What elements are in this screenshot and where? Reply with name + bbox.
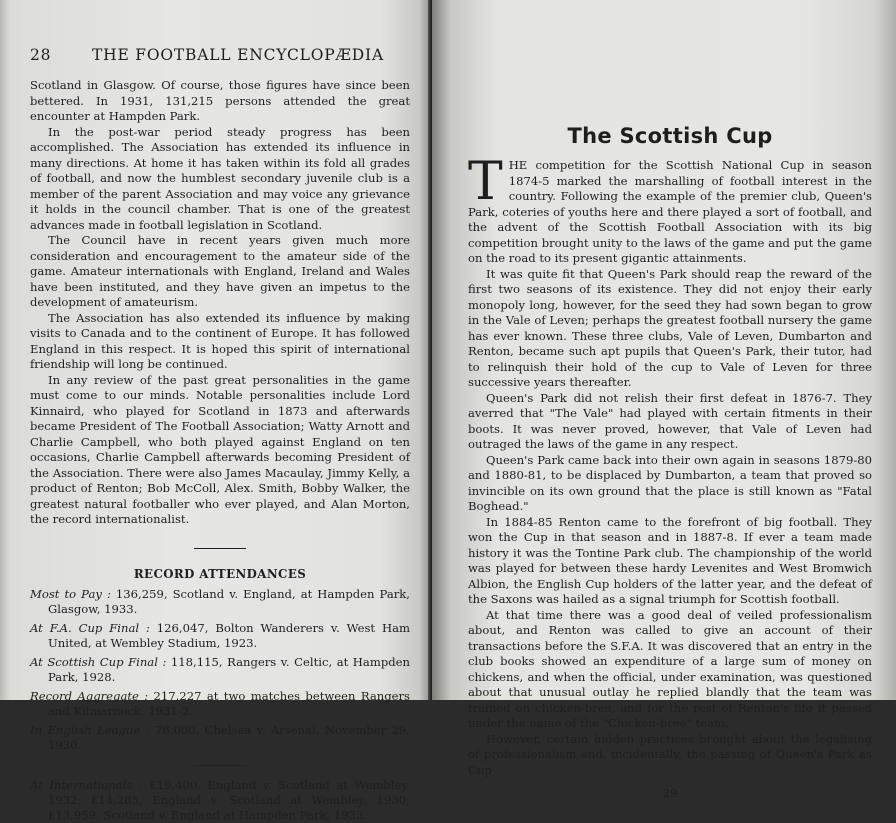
record-entry	[30, 689, 410, 719]
running-head	[30, 46, 410, 68]
chapter-title: The Scottish Cup	[567, 124, 773, 148]
record-label: In English League :	[30, 722, 150, 737]
opening-paragraph	[468, 152, 872, 267]
page-number-right: 29	[662, 786, 678, 800]
section-divider	[194, 765, 246, 766]
paragraph: In any review of the past great personalities in the game must come to our minds. Notable personalities include Lord Kinnaird, who played for Scotland in 1873 and afterwards became President of The Football Association; Watty Arnott and Charlie Campbell, who both played against England on ten occasions, Charlie Campbell afterwards becoming President of the Association. There were also James Macaulay, Jimmy Kelly, a product of Renton; Bob McColl, Alex. Smith, Bobby Walker, the greatest natural footballer who ever played, and Alan Morton, the record internationalist.	[30, 372, 410, 526]
paragraph: However, certain hidden practices brought about the legalising of professionalism and, incidentally, the passing of Queen's Park as Cup	[468, 731, 872, 777]
record-text: £19,400, England v. Scotland at Wembley, 1932; £14,285, England v. Scotland at Wembley, 1930; £13,959, Scotland v. England at Hampden Park, 1933.	[48, 778, 410, 823]
running-title: THE FOOTBALL ENCYCLOPÆDIA	[92, 46, 384, 64]
record-text: 76,000, Chelsea v. Arsenal, November 29, 1930.	[48, 722, 410, 752]
paragraph: Queen's Park did not relish their first defeat in 1876-7. They averred that "The Vale" had played with certain fitments in their boots. It was never proved, however, that Vale of Leven had outraged the laws of the game in any respect.	[468, 390, 872, 451]
record-text: 126,047, Bolton Wanderers v. West Ham United, at Wembley Stadium, 1923.	[48, 620, 410, 650]
record-entry	[30, 587, 410, 617]
paragraph: At that time there was a good deal of veiled professionalism about, and Renton was called to give an account of their transactions before the S.F.A. It was discovered that an entry in the club books showed an expenditure of a large sum of money on chickens, and when the official, under examination, was questioned about that unusual outlay he replied blandly that the team was trained on chicken-bree, and for the rest of Renton's life it passed under the name of the "Chicken-bree" team.	[468, 607, 872, 730]
right-page	[432, 0, 896, 800]
record-text: 136,259, Scotland v. England, at Hampden Park, Glasgow, 1933.	[48, 586, 410, 616]
record-entry	[30, 621, 410, 651]
internationals-entry	[30, 778, 410, 823]
paragraph: Scotland in Glasgow. Of course, those figures have since been bettered. In 1931, 131,215 persons attended the great encounter at Hampden Park.	[30, 78, 410, 123]
page-number-left: 28	[30, 46, 52, 64]
paragraph: It was quite fit that Queen's Park should reap the reward of the first two seasons of its existence. They did not enjoy their early monopoly long, however, for the seed they had sown began to grow in the Vale of Leven; perhaps the greatest football nursery the game has ever known. These three clubs, Vale of Leven, Dumbarton and Renton, became such apt pupils that Queen's Park, their tutor, had to relinquish their hold of the cup to Vale of Leven for three successive years thereafter.	[468, 266, 872, 389]
record-entry	[30, 723, 410, 753]
paragraph: HE competition for the Scottish National Cup in season 1874-5 marked the marshalling of football interest in the country. Following the example of the premier club, Queen's Park, coteries of youths here and there played a sort of football, and the advent of the Scottish Football Association with its big competition brought unity to the laws of the game and put the game on the road to its present gigantic attainments.	[468, 158, 872, 265]
record-label: Record Aggregate :	[30, 688, 149, 703]
section-divider	[194, 548, 246, 549]
paragraph: In the post-war period steady progress has been accomplished. The Association has extended its influence in many directions. At home it has taken within its fold all grades of football, and now the humblest secondary juvenile club is a member of the parent Association and may voice any grievance it holds in the council chamber. That is one of the greatest advances made in football legislation in Scotland.	[30, 124, 410, 232]
left-page	[0, 0, 432, 823]
records-heading: RECORD ATTENDANCES	[133, 566, 307, 581]
record-label: At F.A. Cup Final :	[30, 620, 150, 635]
paragraph: Queen's Park came back into their own again in seasons 1879-80 and 1880-81, to be displaced by Dumbarton, a team that proved so invincible on its own ground that the place is still known as "Fatal Boghead."	[468, 452, 872, 513]
record-text: 118,115, Rangers v. Celtic, at Hampden Park, 1928.	[48, 654, 410, 684]
record-label: Most to Pay :	[30, 586, 111, 601]
paragraph: In 1884-85 Renton came to the forefront of big football. They won the Cup in that season and in 1887-8. If ever a team made history it was the Tontine Park club. The championship of the world was played for between these hardy Levenites and West Bromwich Albion, the English Cup holders of the latter year, and the defeat of the Saxons was hailed as a signal triumph for Scottish football.	[468, 514, 872, 606]
paragraph: The Council have in recent years given much more consideration and encouragement to the amateur side of the game. Amateur internationals with England, Ireland and Wales have been instituted, and they have given an impetus to the development of amateurism.	[30, 233, 410, 309]
paragraph: The Association has also extended its influence by making visits to Canada and to the continent of Europe. It has followed England in this respect. It is hoped this spirit of international friendship will long be continued.	[30, 310, 410, 371]
record-text: 217,227 at two matches between Rangers and Kilmarnock, 1931-2.	[48, 688, 410, 718]
record-entry	[30, 655, 410, 685]
record-label: At Internationals :	[30, 778, 143, 793]
drop-cap: T	[468, 152, 503, 212]
record-label: At Scottish Cup Final :	[30, 654, 167, 669]
